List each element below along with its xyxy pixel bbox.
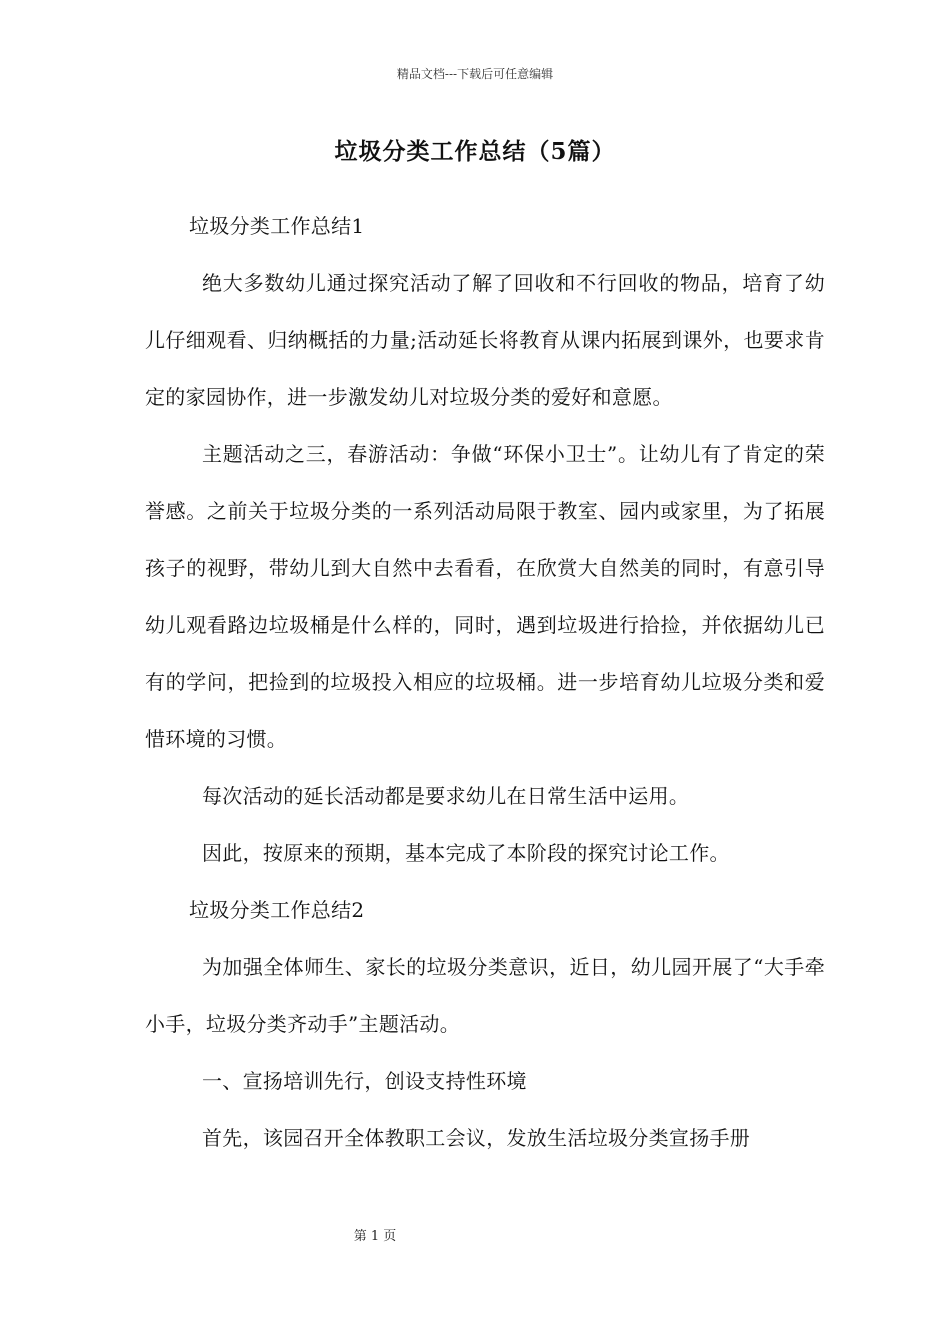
paragraph-4: 因此，按原来的预期，基本完成了本阶段的探究讨论工作。 — [202, 841, 730, 865]
section-heading-2: 垃圾分类工作总结2 — [189, 898, 365, 922]
paragraph-1: 绝大多数幼儿通过探究活动了解了回收和不行回收的物品，培育了幼儿仔细观看、归纳概括的力量;活动延长将教育从课内拓展到课外，也要求肯定的家园协作，进一步激发幼儿对垃圾分类的爱好和意愿。 — [145, 271, 825, 409]
header-note: 精品文档---下载后可任意编辑 — [396, 67, 554, 81]
section-heading-1: 垃圾分类工作总结1 — [189, 214, 365, 238]
paragraph-2: 主题活动之三，春游活动：争做“环保小卫士”。让幼儿有了肯定的荣誉感。之前关于垃圾分类的一系列活动局限于教室、园内或家里，为了拓展孩子的视野，带幼儿到大自然中去看看，在欣赏大自然美的同时，有意引导幼儿观看路边垃圾桶是什么样的，同时，遇到垃圾进行拾捡，并依据幼儿已有的学问，把捡到的垃圾投入相应的垃圾桶。进一步培育幼儿垃圾分类和爱惜环境的习惯。 — [145, 442, 825, 751]
document-body — [145, 198, 825, 1167]
paragraph-6: 首先，该园召开全体教职工会议，发放生活垃圾分类宣扬手册 — [202, 1126, 751, 1150]
document-title: 垃圾分类工作总结（5篇） — [334, 138, 616, 165]
subheading-1: 一、宣扬培训先行，创设支持性环境 — [202, 1069, 527, 1093]
paragraph-5: 为加强全体师生、家长的垃圾分类意识，近日，幼儿园开展了“大手牵小手，垃圾分类齐动手”主题活动。 — [145, 955, 825, 1036]
paragraph-3: 每次活动的延长活动都是要求幼儿在日常生活中运用。 — [202, 784, 690, 808]
page-footer: 第 1 页 — [353, 1229, 397, 1244]
